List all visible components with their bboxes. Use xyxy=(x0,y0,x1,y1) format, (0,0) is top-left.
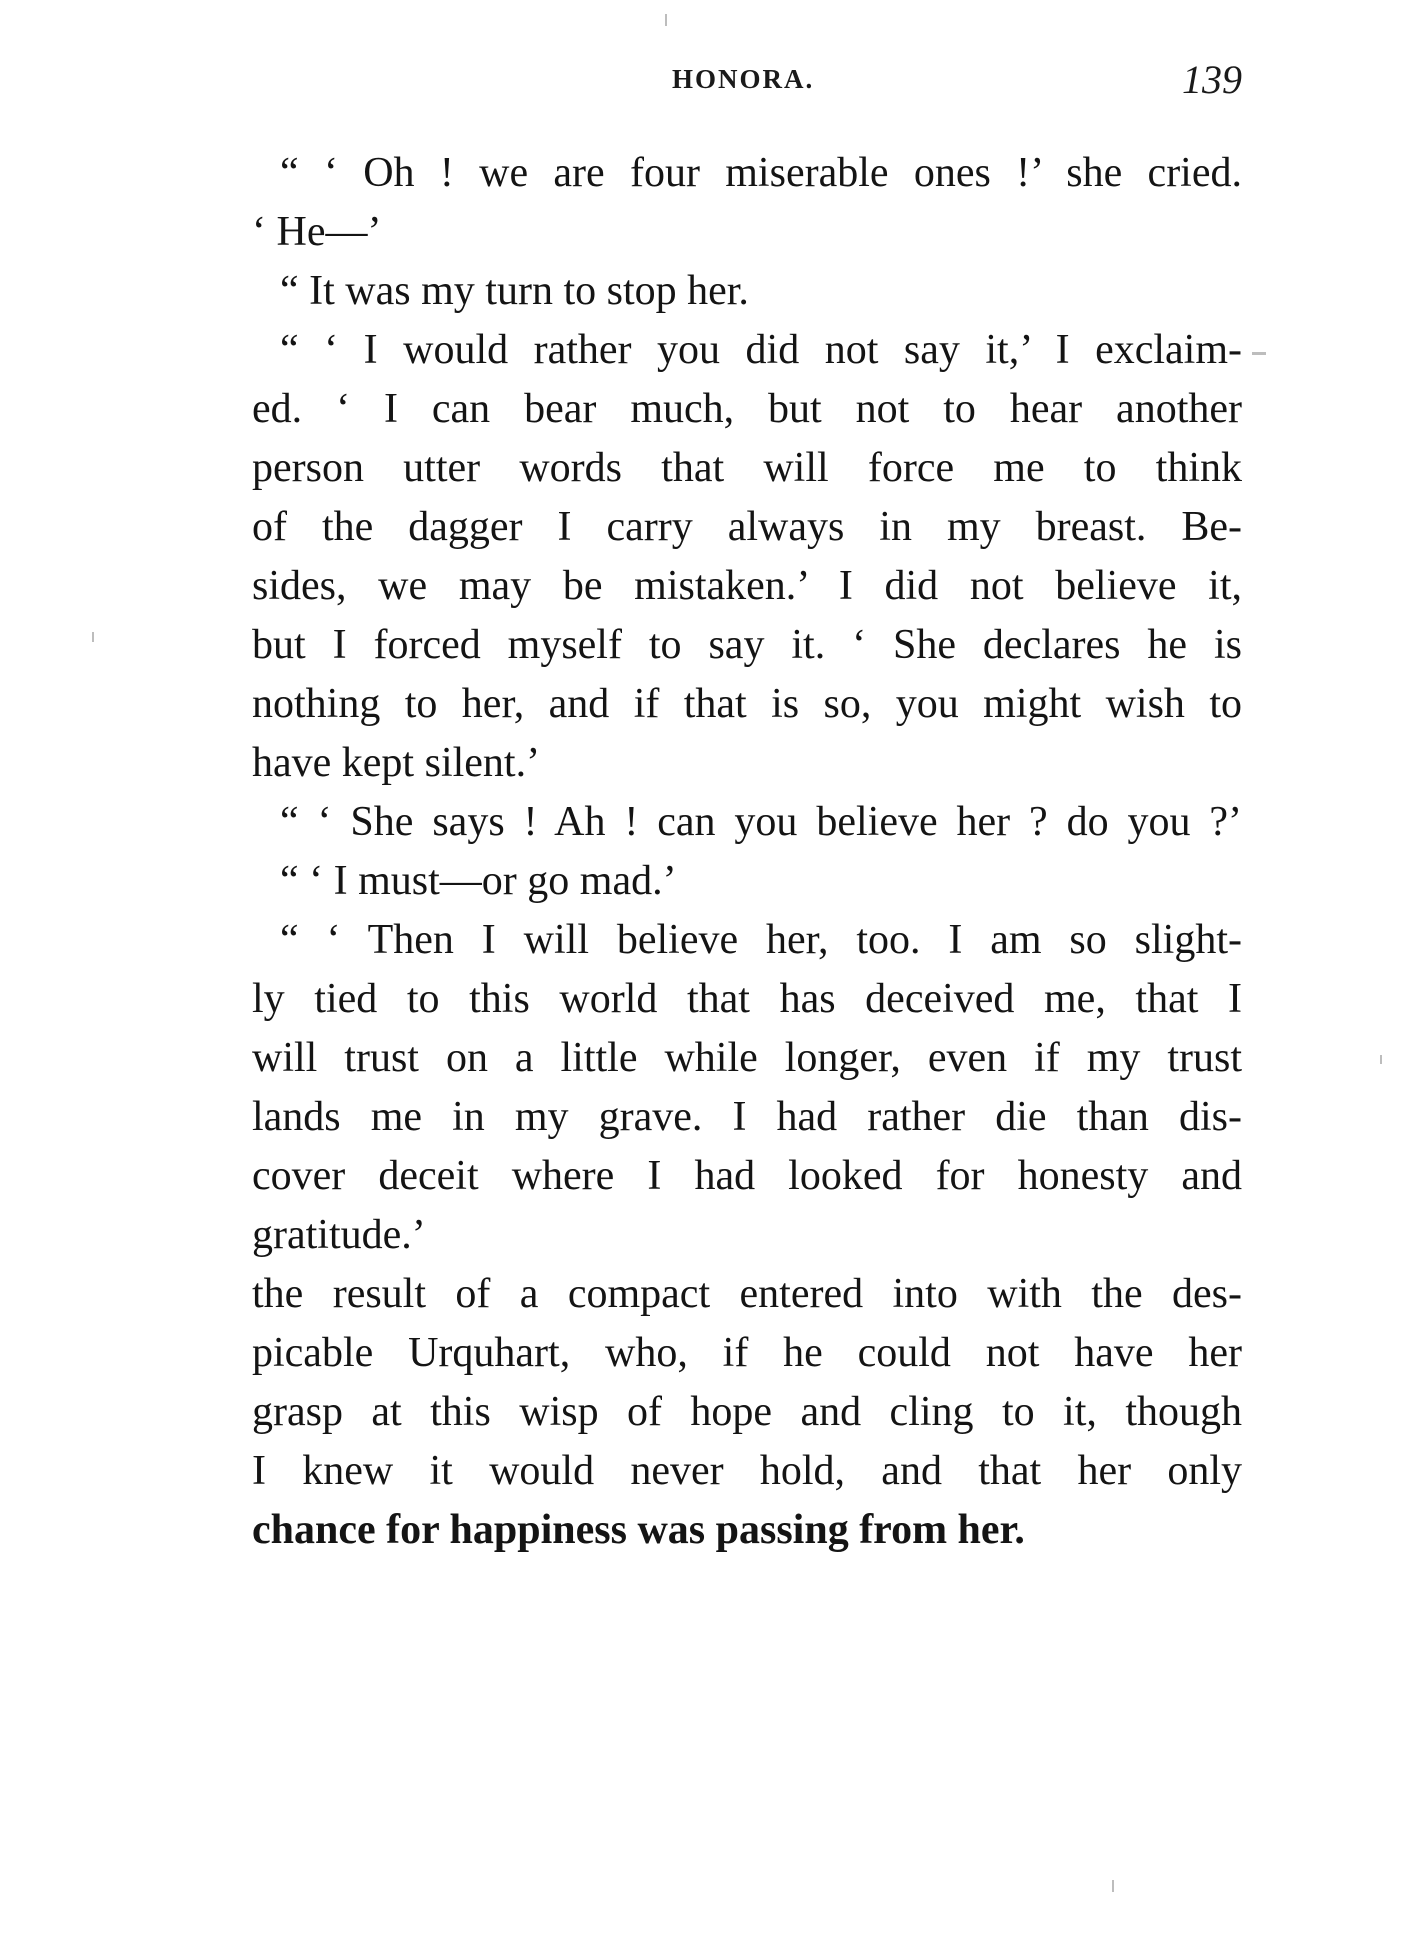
text-line: “ ‘ Oh ! we are four miserable ones !’ she cried. xyxy=(280,150,1242,196)
page-number: 139 xyxy=(1182,57,1242,102)
scan-speck xyxy=(1252,352,1266,355)
running-title: HONORA. xyxy=(672,64,815,94)
text-line: “ ‘ Then I will believe her, too. I am so slight- xyxy=(280,917,1242,963)
text-line: chance for happiness was passing from her. xyxy=(252,1507,1025,1553)
text-line: nothing to her, and if that is so, you might wish to xyxy=(252,681,1242,727)
text-line: but I forced myself to say it. ‘ She declares he is xyxy=(252,622,1242,668)
text-line: picable Urquhart, who, if he could not have her xyxy=(252,1330,1242,1376)
text-line: of the dagger I carry always in my breast. Be- xyxy=(252,504,1242,550)
text-line: ly tied to this world that has deceived me, that I xyxy=(252,976,1242,1022)
scan-speck xyxy=(1380,1055,1382,1064)
text-line: cover deceit where I had looked for honesty and xyxy=(252,1153,1242,1199)
text-line: lands me in my grave. I had rather die than dis- xyxy=(252,1094,1242,1140)
scan-speck xyxy=(1112,1880,1114,1892)
text-line: ‘ He—’ xyxy=(252,209,382,255)
text-line: sides, we may be mistaken.’ I did not believe it, xyxy=(252,563,1242,609)
text-line: “ ‘ I would rather you did not say it,’ I exclaim- xyxy=(280,327,1242,373)
text-line: the result of a compact entered into with the des- xyxy=(252,1271,1242,1317)
text-line: “ ‘ She says ! Ah ! can you believe her ? do you ?’ xyxy=(280,799,1242,845)
text-line: have kept silent.’ xyxy=(252,740,541,786)
running-head xyxy=(252,57,1242,112)
scan-speck xyxy=(665,14,667,26)
text-line: I knew it would never hold, and that her only xyxy=(252,1448,1242,1494)
body-text xyxy=(252,144,1242,1560)
text-line: will trust on a little while longer, even if my trust xyxy=(252,1035,1242,1081)
text-line: person utter words that will force me to think xyxy=(252,445,1242,491)
text-line: “ ‘ I must—or go mad.’ xyxy=(280,858,677,904)
scan-speck xyxy=(92,632,94,642)
text-line: grasp at this wisp of hope and cling to it, though xyxy=(252,1389,1242,1435)
text-line: gratitude.’ xyxy=(252,1212,426,1258)
text-line: “ It was my turn to stop her. xyxy=(280,268,749,314)
text-line: ed. ‘ I can bear much, but not to hear another xyxy=(252,386,1242,432)
